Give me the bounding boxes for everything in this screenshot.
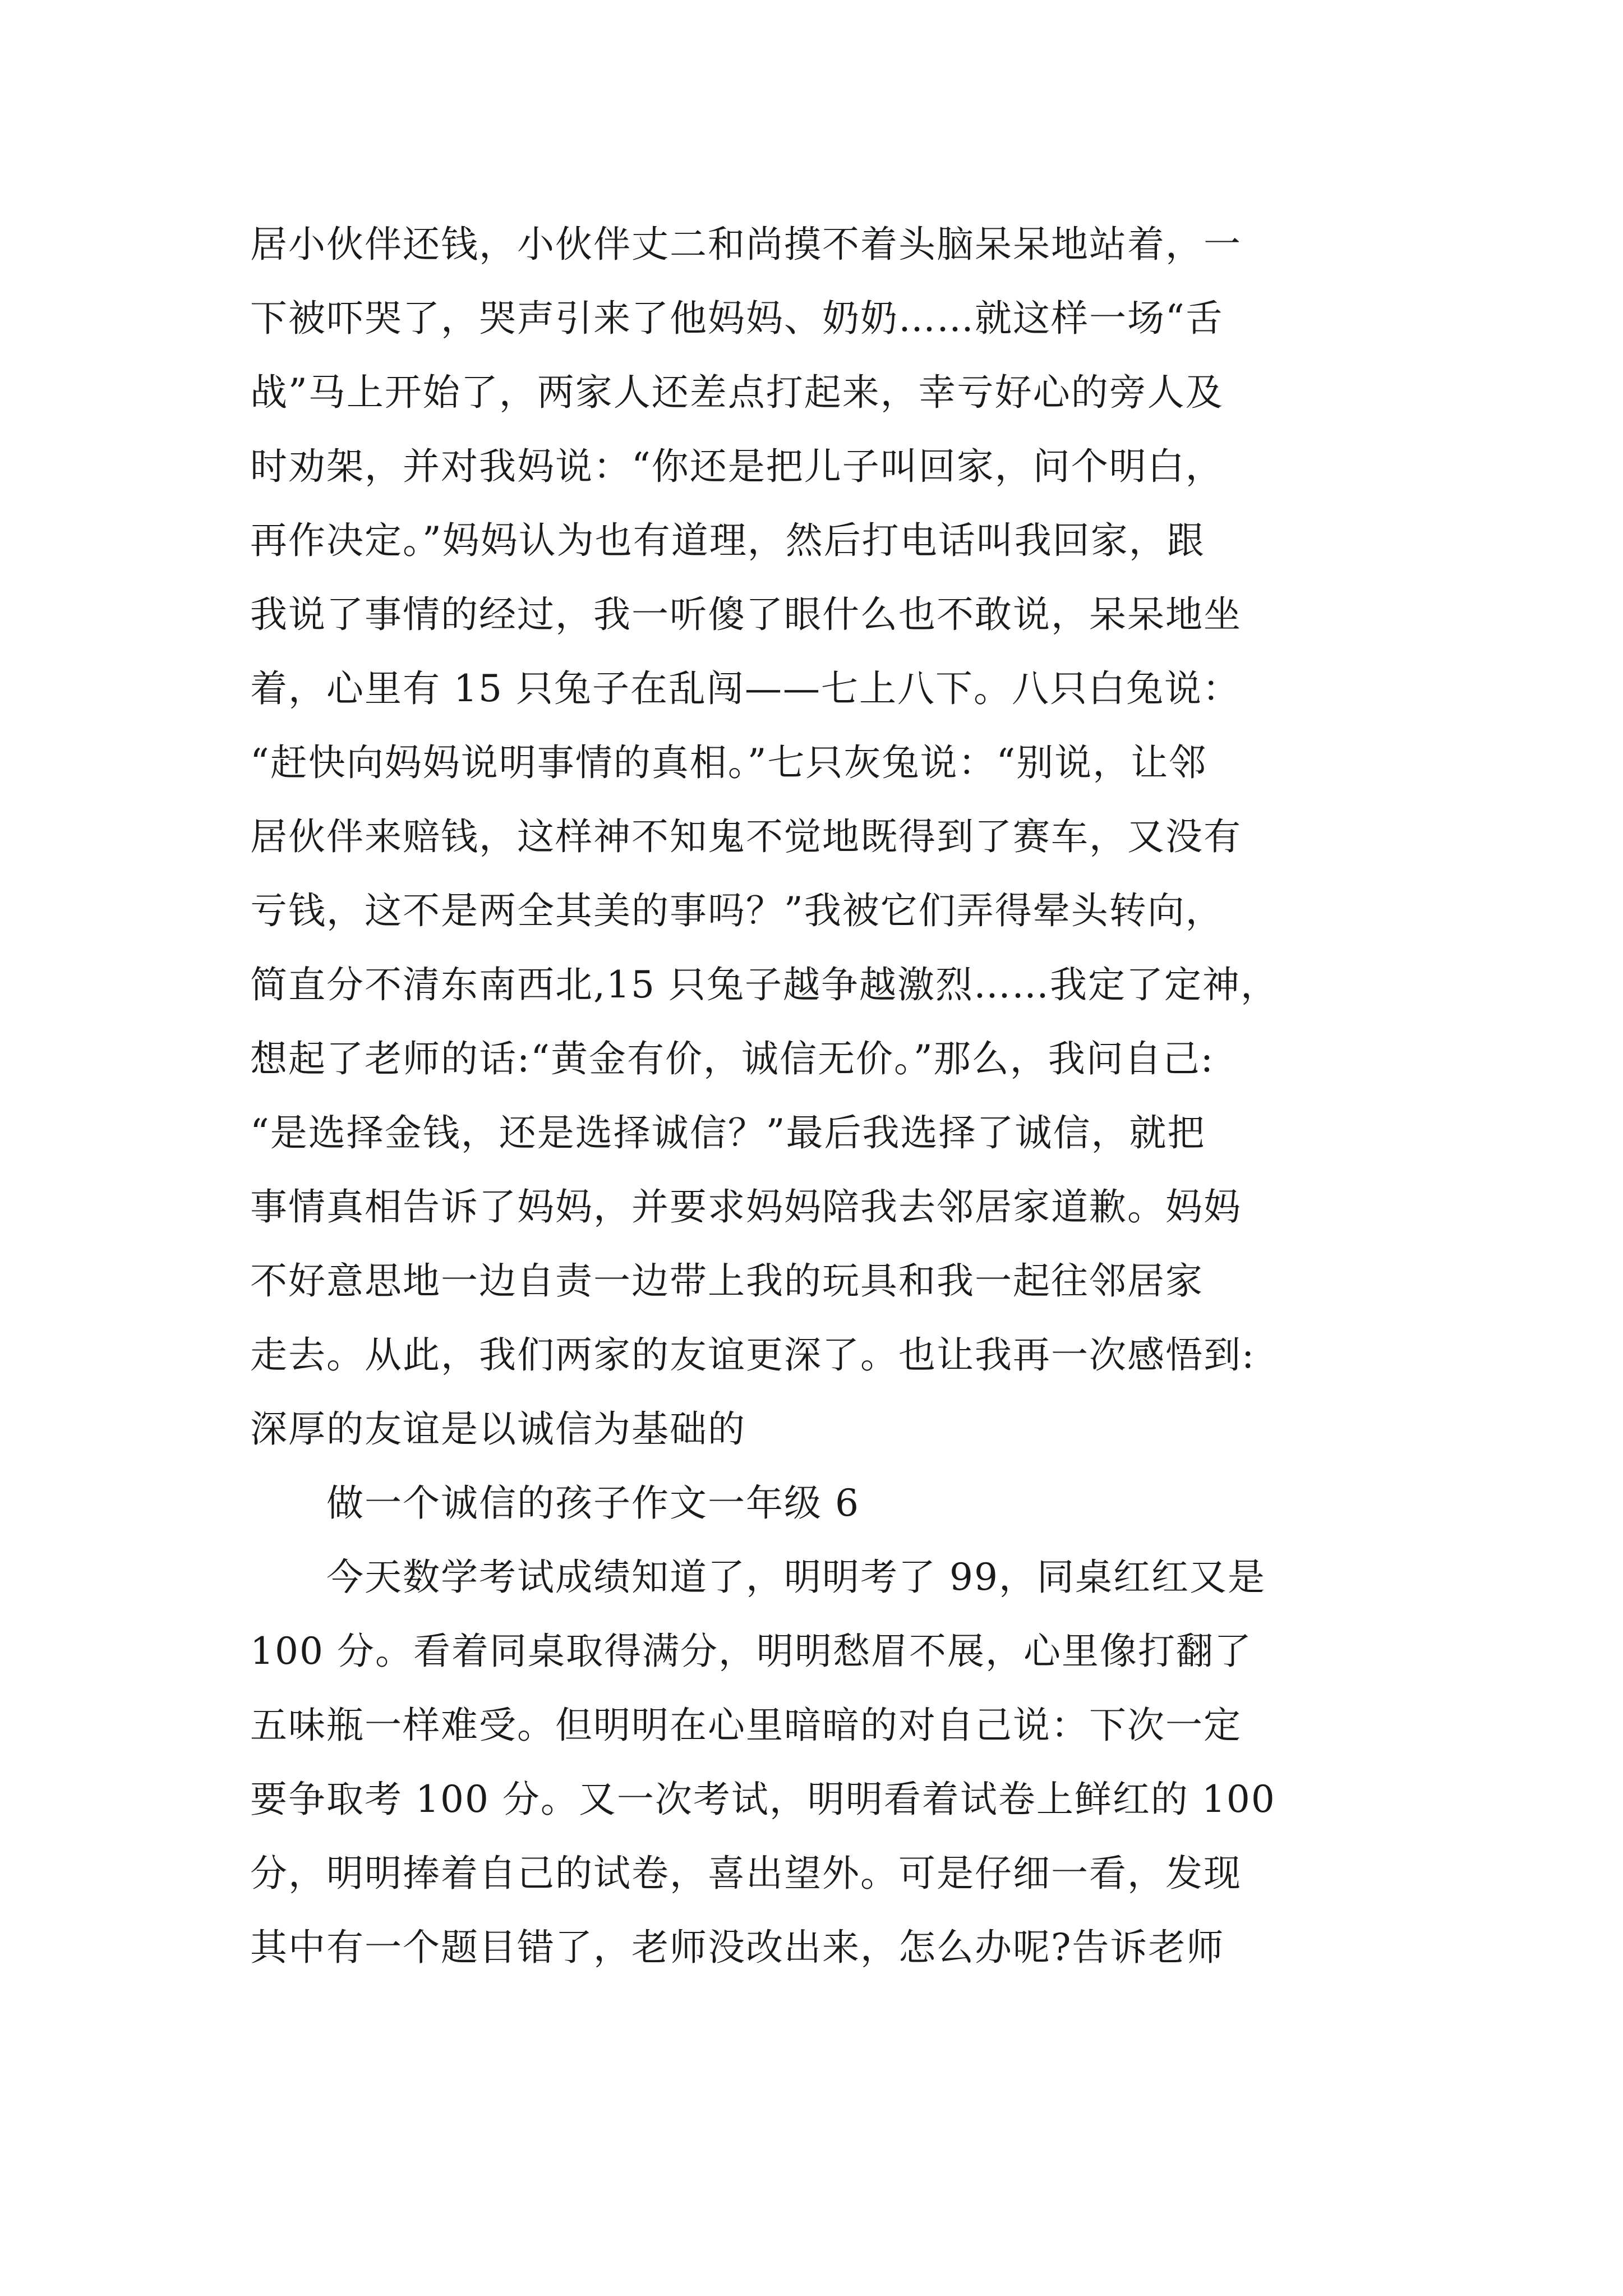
text-line: 事情真相告诉了妈妈，并要求妈妈陪我去邻居家道歉。妈妈 [250,1185,1242,1228]
text-line: 要争取考 100 分。又一次考试，明明看着试卷上鲜红的 100 [250,1778,1276,1821]
text-line: “是选择金钱，还是选择诚信？”最后我选择了诚信，就把 [250,1111,1206,1154]
text-line: 再作决定。”妈妈认为也有道理，然后打电话叫我回家，跟 [250,519,1205,562]
document-body [250,208,1377,1985]
text-line: 分，明明捧着自己的试卷，喜出望外。可是仔细一看，发现 [250,1852,1242,1895]
text-line: 走去。从此，我们两家的友谊更深了。也让我再一次感悟到: [250,1333,1256,1377]
text-line: 深厚的友谊是以诚信为基础的 [250,1407,746,1451]
text-line: 想起了老师的话:“黄金有价，诚信无价。”那么，我问自己: [250,1037,1214,1080]
text-line: 今天数学考试成绩知道了，明明考了 99，同桌红红又是 [250,1556,1266,1599]
text-line: 其中有一个题目错了，老师没改出来，怎么办呢?告诉老师 [250,1926,1225,1969]
text-line: “赶快向妈妈说明事情的真相。”七只灰兔说：“别说，让邻 [250,741,1207,784]
text-line: 不好意思地一边自责一边带上我的玩具和我一起往邻居家 [250,1259,1204,1303]
text-line: 我说了事情的经过，我一听傻了眼什么也不敢说，呆呆地坐 [250,593,1242,636]
text-line: 五味瓶一样难受。但明明在心里暗暗的对自己说：下次一定 [250,1704,1242,1747]
text-line: 居伙伴来赔钱，这样神不知鬼不觉地既得到了赛车，又没有 [250,815,1242,858]
text-line: 简直分不清东南西北,15 只兔子越争越激烈……我定了定神， [250,963,1279,1006]
section-heading: 做一个诚信的孩子作文一年级 6 [250,1481,860,1525]
text-line: 100 分。看着同桌取得满分，明明愁眉不展，心里像打翻了 [250,1630,1252,1673]
text-line: 时劝架，并对我妈说：“你还是把儿子叫回家，问个明白， [250,445,1224,488]
text-line: 战”马上开始了，两家人还差点打起来，幸亏好心的旁人及 [250,371,1224,414]
text-line: 下被吓哭了，哭声引来了他妈妈、奶奶……就这样一场“舌 [250,297,1224,340]
text-line: 亏钱，这不是两全其美的事吗？”我被它们弄得晕头转向， [250,889,1224,932]
text-line: 居小伙伴还钱，小伙伴丈二和尚摸不着头脑呆呆地站着，一 [250,223,1242,266]
text-line: 着，心里有 15 只兔子在乱闯——七上八下。八只白兔说： [250,667,1241,710]
